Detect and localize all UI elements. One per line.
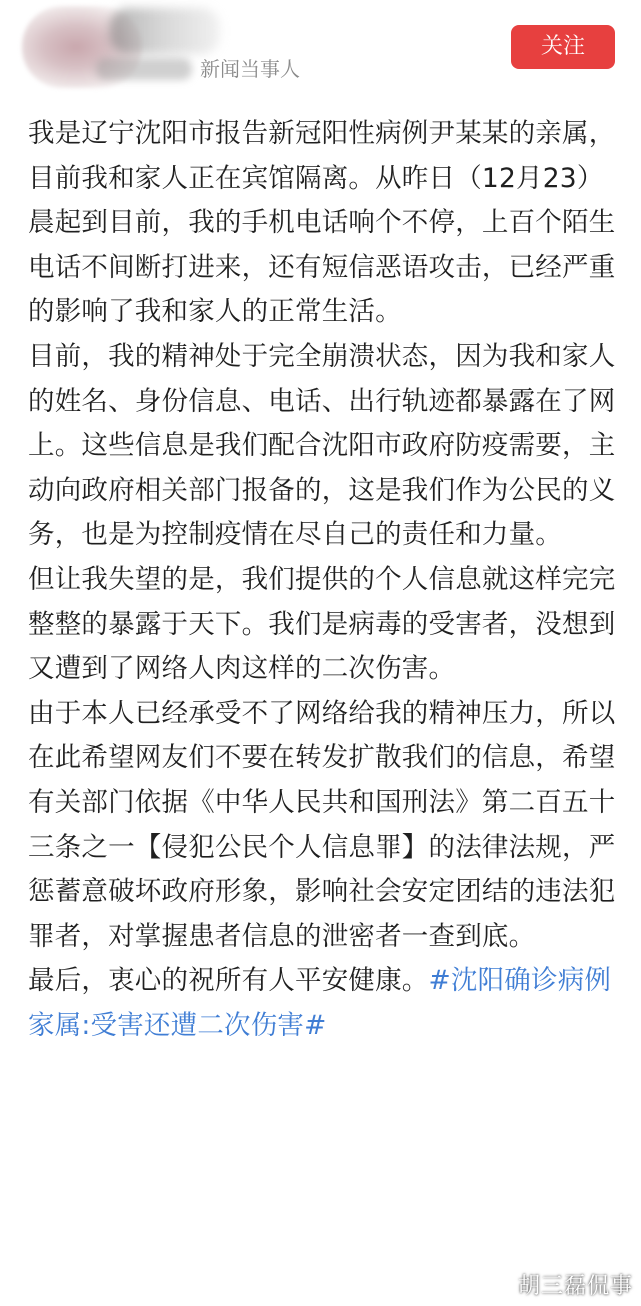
article-paragraph: 目前，我的精神处于完全崩溃状态，因为我和家人的姓名、身份信息、电话、出行轨迹都暴露在了网上。这些信息是我们配合沈阳市政府防疫需要，主动向政府相关部门报备的，这是我们作为公民的义务，也是为控制疫情在尽自己的责任和力量。: [28, 340, 616, 551]
article-closing-paragraph: [28, 959, 616, 1048]
watermark: 胡三磊侃事: [517, 1274, 633, 1299]
topic-hashtag-link[interactable]: #沈阳确诊病例家属:受害还遭二次伤害#: [28, 965, 612, 1041]
article-paragraph: 但让我失望的是，我们提供的个人信息就这样完完整整的暴露于天下。我们是病毒的受害者，没想到又遭到了网络人肉这样的二次伤害。: [28, 563, 616, 685]
source-label: 新闻当事人: [200, 57, 300, 81]
author-name-redacted[interactable]: [110, 8, 220, 54]
article-paragraph: 我是辽宁沈阳市报告新冠阳性病例尹某某的亲属，目前我和家人正在宾馆隔离。从昨日（12月23）晨起到目前，我的手机电话响个不停，上百个陌生电话不间断打进来，还有短信恶语攻击，已经严重的影响了我和家人的正常生活。: [28, 118, 616, 328]
post-header: [0, 0, 641, 100]
article-paragraph: 由于本人已经承受不了网络给我的精神压力，所以在此希望网友们不要在转发扩散我们的信息，希望有关部门依据《中华人民共和国刑法》第二百五十三条之一【侵犯公民个人信息罪】的法律法规，严惩蓄意破坏政府形象，影响社会安定团结的违法犯罪者，对掌握患者信息的泄密者一查到底。: [28, 697, 616, 952]
follow-button[interactable]: 关注: [511, 25, 615, 69]
post-time-redacted: [96, 58, 192, 80]
closing-text: 最后，衷心的祝所有人平安健康。: [28, 965, 429, 997]
article-body: [28, 112, 616, 1048]
